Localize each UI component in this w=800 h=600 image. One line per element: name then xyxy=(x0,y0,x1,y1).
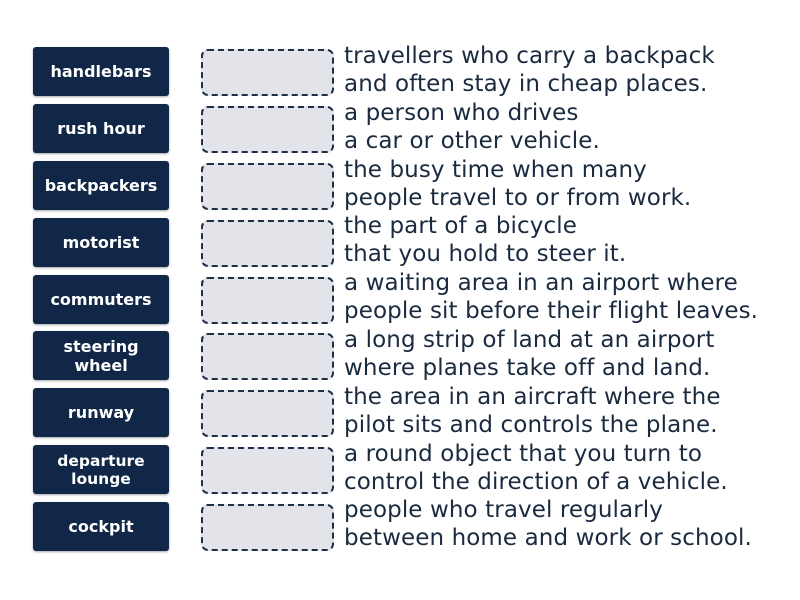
definition-line: a car or other vehicle. xyxy=(344,128,600,154)
definition-line: where planes take off and land. xyxy=(344,355,711,381)
definition-4 xyxy=(344,212,794,268)
definition-line: the area in an aircraft where the xyxy=(344,384,721,410)
definition-line: control the direction of a vehicle. xyxy=(344,469,728,495)
definition-3 xyxy=(344,156,794,212)
drop-slot-4[interactable] xyxy=(201,220,334,267)
drop-slot-3[interactable] xyxy=(201,163,334,210)
definition-line: a long strip of land at an airport xyxy=(344,327,715,353)
word-tile-rush-hour[interactable]: rush hour xyxy=(33,104,169,153)
definition-line: a person who drives xyxy=(344,100,579,126)
definition-5 xyxy=(344,269,794,325)
definition-line: a round object that you turn to xyxy=(344,441,702,467)
definition-2 xyxy=(344,99,794,155)
word-tile-handlebars[interactable]: handlebars xyxy=(33,47,169,96)
word-tile-steering-wheel[interactable]: steering wheel xyxy=(33,331,169,380)
drop-slot-7[interactable] xyxy=(201,390,334,437)
definition-7 xyxy=(344,383,794,439)
drop-slot-9[interactable] xyxy=(201,504,334,551)
word-tile-runway[interactable]: runway xyxy=(33,388,169,437)
definition-line: the busy time when many xyxy=(344,157,647,183)
word-tile-cockpit[interactable]: cockpit xyxy=(33,502,169,551)
drop-slot-5[interactable] xyxy=(201,277,334,324)
word-tile-departure-lounge[interactable]: departure lounge xyxy=(33,445,169,494)
definition-line: people sit before their flight leaves. xyxy=(344,298,759,324)
definition-line: between home and work or school. xyxy=(344,525,752,551)
definition-line: people travel to or from work. xyxy=(344,185,692,211)
word-tile-backpackers[interactable]: backpackers xyxy=(33,161,169,210)
definition-line: that you hold to steer it. xyxy=(344,241,627,267)
word-tile-motorist[interactable]: motorist xyxy=(33,218,169,267)
drop-slot-6[interactable] xyxy=(201,333,334,380)
definition-8 xyxy=(344,440,794,496)
definition-line: the part of a bicycle xyxy=(344,213,577,239)
definition-line: a waiting area in an airport where xyxy=(344,270,738,296)
definition-9 xyxy=(344,496,794,552)
definition-6 xyxy=(344,326,794,382)
definition-1 xyxy=(344,42,794,98)
word-tile-commuters[interactable]: commuters xyxy=(33,275,169,324)
definition-line: travellers who carry a backpack xyxy=(344,43,715,69)
definition-line: pilot sits and controls the plane. xyxy=(344,412,718,438)
drop-slot-1[interactable] xyxy=(201,49,334,96)
definition-line: and often stay in cheap places. xyxy=(344,71,708,97)
drop-slot-8[interactable] xyxy=(201,447,334,494)
definition-line: people who travel regularly xyxy=(344,497,663,523)
drop-slot-2[interactable] xyxy=(201,106,334,153)
